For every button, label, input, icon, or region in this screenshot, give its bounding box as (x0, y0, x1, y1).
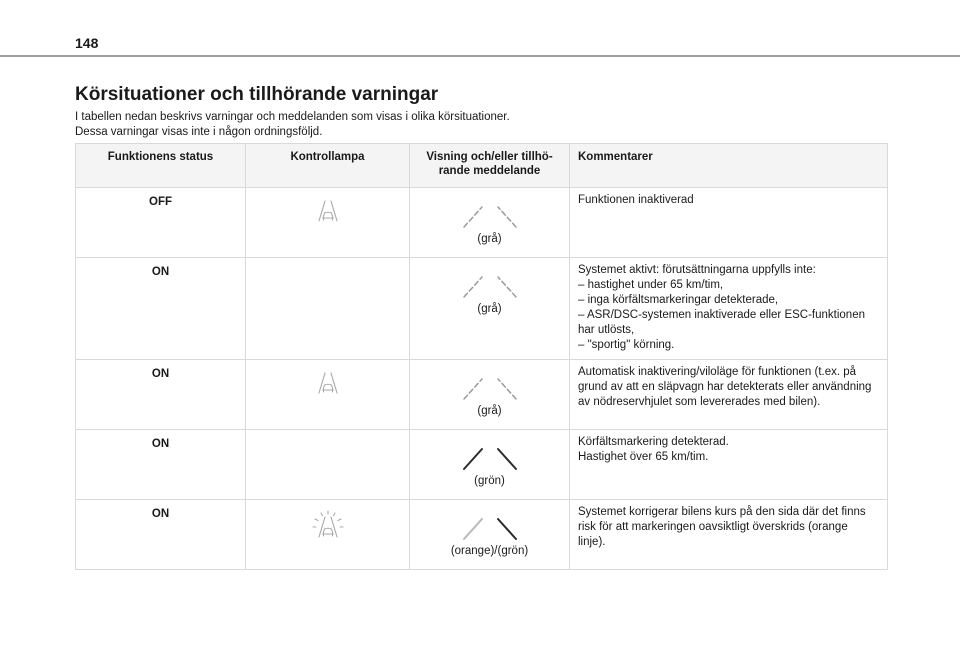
display-label: (grå) (477, 303, 502, 315)
comment-cell (570, 500, 888, 570)
lamp-cell (246, 430, 410, 500)
comment-line: – inga körfältsmarkeringar detekterade, (578, 294, 779, 306)
intro-line: I tabellen nedan beskrivs varningar och meddelanden som visas i olika körsituationer. (75, 111, 510, 123)
display-label: (grön) (474, 475, 505, 487)
comment-cell (570, 360, 888, 430)
table-row (76, 500, 888, 570)
comment-line: – "sportig" körning. (578, 339, 675, 351)
comment-line: – ASR/DSC-systemen inaktiverade eller ESC-funktionen (578, 309, 865, 321)
page-number: 148 (75, 35, 99, 51)
table-row (76, 360, 888, 430)
status-cell: ON (76, 430, 246, 500)
lane-assist-car-icon (312, 370, 344, 396)
lamp-cell (246, 258, 410, 360)
comment-line: linje). (578, 536, 606, 548)
header-display-line: rande meddelande (438, 165, 541, 177)
lane-lines-dashed-grey-icon (458, 205, 522, 229)
comment-line: Systemet korrigerar bilens kurs på den sida där det finns (578, 506, 866, 518)
lane-lines-dashed-grey-icon (458, 275, 522, 299)
table-header-row (76, 144, 888, 188)
lamp-cell (246, 188, 410, 258)
header-status: Funktionens status (76, 144, 246, 188)
comment-line: Automatisk inaktivering/viloläge för funktionen (t.ex. på (578, 366, 857, 378)
comment-line: Körfältsmarkering detekterad. (578, 436, 729, 448)
intro-line: Dessa varningar visas inte i någon ordningsföljd. (75, 126, 323, 138)
display-label: (grå) (477, 233, 502, 245)
comment-line: Funktionen inaktiverad (578, 194, 694, 206)
comment-line: Hastighet över 65 km/tim. (578, 451, 709, 463)
lane-assist-car-flashing-icon (310, 510, 346, 540)
intro-text (75, 110, 510, 140)
comment-line: Systemet aktivt: förutsättningarna uppfylls inte: (578, 264, 816, 276)
display-cell (410, 258, 570, 360)
display-label: (grå) (477, 405, 502, 417)
status-cell: ON (76, 360, 246, 430)
header-display-line: Visning och/eller tillhö- (426, 151, 553, 163)
warnings-table (75, 143, 888, 570)
lamp-cell (246, 360, 410, 430)
display-cell (410, 360, 570, 430)
status-cell: ON (76, 258, 246, 360)
lane-lines-dashed-grey-icon (458, 377, 522, 401)
display-cell (410, 430, 570, 500)
display-cell (410, 188, 570, 258)
header-comment: Kommentarer (570, 144, 888, 188)
table-row (76, 188, 888, 258)
page-title: Körsituationer och tillhörande varningar (75, 84, 439, 105)
table-row (76, 430, 888, 500)
display-cell (410, 500, 570, 570)
comment-line: av nödreservhjulet som levererades med bilen). (578, 396, 821, 408)
lane-lines-orange-green-icon (458, 517, 522, 541)
comment-cell (570, 188, 888, 258)
header-lamp: Kontrollampa (246, 144, 410, 188)
lamp-cell (246, 500, 410, 570)
comment-cell (570, 430, 888, 500)
header-display (410, 144, 570, 188)
table-row (76, 258, 888, 360)
comment-line: risk för att markeringen oavsiktligt överskrids (orange (578, 521, 848, 533)
comment-cell (570, 258, 888, 360)
status-cell: ON (76, 500, 246, 570)
lane-assist-car-icon (312, 198, 344, 224)
display-label: (orange)/(grön) (450, 545, 529, 557)
top-rule (0, 55, 960, 57)
lane-lines-solid-green-icon (458, 447, 522, 471)
comment-line: har utlösts, (578, 324, 635, 336)
status-cell: OFF (76, 188, 246, 258)
comment-line: grund av att en släpvagn har detekterats eller användning (578, 381, 872, 393)
comment-line: – hastighet under 65 km/tim, (578, 279, 724, 291)
